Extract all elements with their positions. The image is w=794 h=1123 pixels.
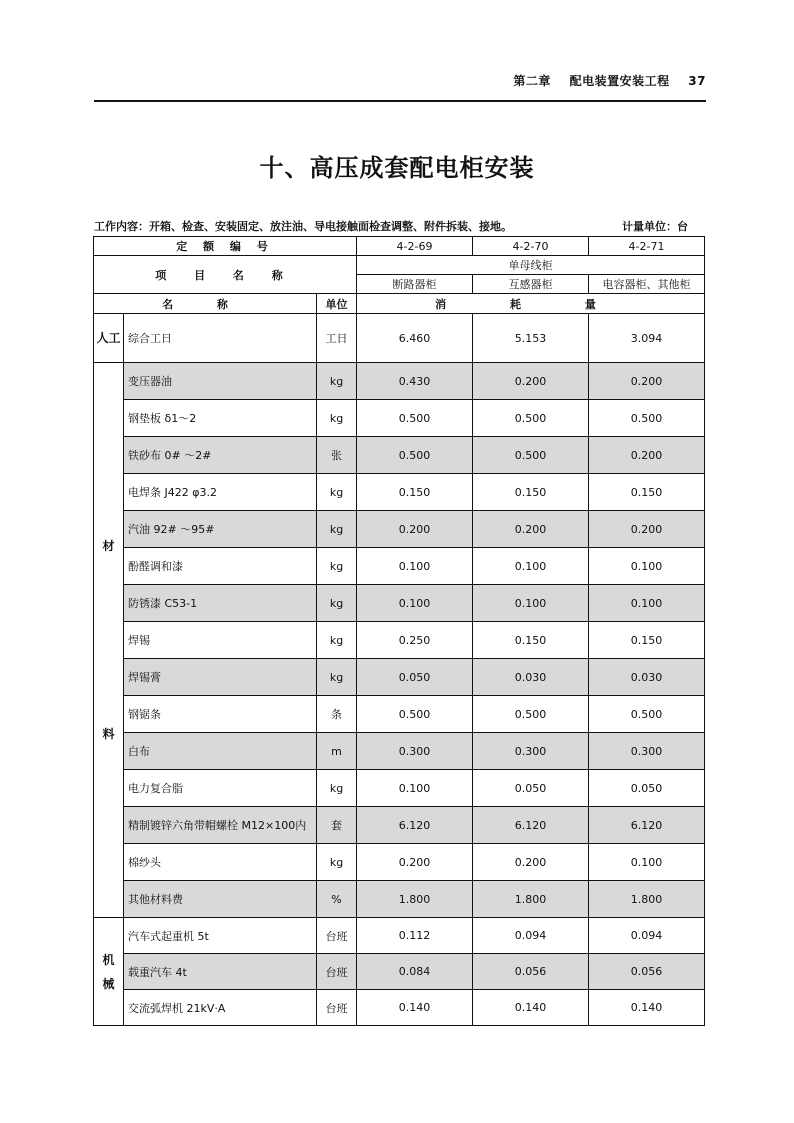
item-value: 0.140 bbox=[589, 990, 705, 1026]
item-name: 变压器油 bbox=[124, 363, 317, 400]
subitem: 断路器柜 bbox=[357, 275, 473, 294]
quota-code-row bbox=[94, 237, 705, 256]
material-row bbox=[94, 548, 705, 585]
item-name: 铁砂布 0# ～2# bbox=[124, 437, 317, 474]
item-name-label: 项 目 名 称 bbox=[94, 256, 357, 294]
item-value: 0.430 bbox=[357, 363, 473, 400]
material-row bbox=[94, 659, 705, 696]
material-row bbox=[94, 437, 705, 474]
subitem: 电容器柜、其他柜 bbox=[589, 275, 705, 294]
item-value: 0.050 bbox=[357, 659, 473, 696]
item-value: 0.100 bbox=[589, 585, 705, 622]
item-unit: 条 bbox=[317, 696, 357, 733]
item-value: 0.500 bbox=[473, 696, 589, 733]
item-value: 0.500 bbox=[589, 400, 705, 437]
item-name: 钢锯条 bbox=[124, 696, 317, 733]
item-name: 综合工日 bbox=[124, 314, 317, 363]
item-value: 0.200 bbox=[357, 511, 473, 548]
measurement-unit: 计量单位：台 bbox=[622, 220, 688, 233]
item-value: 0.200 bbox=[473, 511, 589, 548]
item-value: 3.094 bbox=[589, 314, 705, 363]
quota-code: 4-2-71 bbox=[589, 237, 705, 256]
item-value: 0.100 bbox=[589, 844, 705, 881]
group-row bbox=[94, 256, 705, 275]
item-unit: 台班 bbox=[317, 990, 357, 1026]
item-value: 0.050 bbox=[473, 770, 589, 807]
category-labor: 人工 bbox=[94, 314, 124, 363]
material-row bbox=[94, 622, 705, 659]
quota-code: 4-2-70 bbox=[473, 237, 589, 256]
item-value: 0.200 bbox=[473, 363, 589, 400]
item-unit: kg bbox=[317, 548, 357, 585]
item-name: 焊锡膏 bbox=[124, 659, 317, 696]
item-value: 6.120 bbox=[589, 807, 705, 844]
item-value: 0.094 bbox=[473, 918, 589, 954]
material-row bbox=[94, 881, 705, 918]
item-unit: 台班 bbox=[317, 918, 357, 954]
category-material bbox=[94, 363, 124, 918]
material-row bbox=[94, 363, 705, 400]
item-name: 棉纱头 bbox=[124, 844, 317, 881]
material-row bbox=[94, 770, 705, 807]
item-value: 0.200 bbox=[589, 437, 705, 474]
item-value: 0.300 bbox=[589, 733, 705, 770]
item-value: 0.030 bbox=[473, 659, 589, 696]
column-header-row bbox=[94, 294, 705, 314]
material-row bbox=[94, 733, 705, 770]
item-name: 电焊条 J422 φ3.2 bbox=[124, 474, 317, 511]
item-value: 0.100 bbox=[589, 548, 705, 585]
item-unit: kg bbox=[317, 585, 357, 622]
item-value: 0.500 bbox=[473, 400, 589, 437]
item-name: 精制镀锌六角带帽螺栓 M12×100内 bbox=[124, 807, 317, 844]
item-value: 0.150 bbox=[473, 622, 589, 659]
item-name: 酚醛调和漆 bbox=[124, 548, 317, 585]
subitem: 互感器柜 bbox=[473, 275, 589, 294]
item-name: 电力复合脂 bbox=[124, 770, 317, 807]
item-value: 0.500 bbox=[357, 400, 473, 437]
material-row bbox=[94, 844, 705, 881]
item-value: 0.200 bbox=[473, 844, 589, 881]
item-name: 钢垫板 δ1～2 bbox=[124, 400, 317, 437]
item-name: 汽油 92# ～95# bbox=[124, 511, 317, 548]
category-material-char: 材 bbox=[102, 539, 115, 553]
material-row bbox=[94, 511, 705, 548]
item-unit: kg bbox=[317, 474, 357, 511]
item-value: 0.300 bbox=[357, 733, 473, 770]
item-value: 0.112 bbox=[357, 918, 473, 954]
item-unit: kg bbox=[317, 844, 357, 881]
material-row bbox=[94, 474, 705, 511]
item-value: 1.800 bbox=[473, 881, 589, 918]
item-value: 6.120 bbox=[473, 807, 589, 844]
item-value: 6.460 bbox=[357, 314, 473, 363]
unit-column-header: 单位 bbox=[317, 294, 357, 314]
item-name: 载重汽车 4t bbox=[124, 954, 317, 990]
item-value: 6.120 bbox=[357, 807, 473, 844]
item-value: 0.056 bbox=[589, 954, 705, 990]
item-value: 0.100 bbox=[357, 770, 473, 807]
quota-code: 4-2-69 bbox=[357, 237, 473, 256]
item-value: 0.100 bbox=[473, 585, 589, 622]
item-unit: 工日 bbox=[317, 314, 357, 363]
item-value: 0.084 bbox=[357, 954, 473, 990]
item-unit: kg bbox=[317, 363, 357, 400]
item-unit: 张 bbox=[317, 437, 357, 474]
item-name: 汽车式起重机 5t bbox=[124, 918, 317, 954]
item-value: 0.150 bbox=[589, 474, 705, 511]
item-name: 焊锡 bbox=[124, 622, 317, 659]
item-value: 0.100 bbox=[357, 585, 473, 622]
item-unit: 台班 bbox=[317, 954, 357, 990]
quota-table bbox=[93, 236, 705, 1026]
header-rule bbox=[94, 100, 706, 102]
item-value: 0.500 bbox=[473, 437, 589, 474]
item-unit: m bbox=[317, 733, 357, 770]
item-value: 0.300 bbox=[473, 733, 589, 770]
item-value: 0.500 bbox=[357, 696, 473, 733]
category-machine-char: 机 bbox=[102, 952, 115, 967]
category-machine-char: 械 bbox=[102, 976, 115, 991]
item-value: 0.200 bbox=[589, 363, 705, 400]
item-value: 0.050 bbox=[589, 770, 705, 807]
material-row bbox=[94, 807, 705, 844]
consumption-column-header: 消 耗 量 bbox=[357, 294, 705, 314]
item-value: 0.140 bbox=[473, 990, 589, 1026]
page-title: 十、高压成套配电柜安装 bbox=[259, 154, 535, 182]
item-unit: kg bbox=[317, 770, 357, 807]
labor-row bbox=[94, 314, 705, 363]
item-unit: kg bbox=[317, 659, 357, 696]
item-value: 0.150 bbox=[589, 622, 705, 659]
group-label: 单母线柜 bbox=[357, 256, 705, 275]
item-name: 其他材料费 bbox=[124, 881, 317, 918]
item-value: 0.200 bbox=[357, 844, 473, 881]
item-unit: kg bbox=[317, 511, 357, 548]
item-value: 1.800 bbox=[357, 881, 473, 918]
name-column-header: 名 称 bbox=[94, 294, 317, 314]
work-content-line bbox=[94, 218, 706, 234]
chapter-label: 第二章 bbox=[513, 74, 551, 88]
item-value: 0.150 bbox=[357, 474, 473, 511]
category-machine bbox=[94, 918, 124, 1026]
item-value: 5.153 bbox=[473, 314, 589, 363]
item-value: 0.140 bbox=[357, 990, 473, 1026]
running-header bbox=[94, 72, 706, 89]
machine-row bbox=[94, 990, 705, 1026]
item-name: 交流弧焊机 21kV·A bbox=[124, 990, 317, 1026]
machine-row bbox=[94, 954, 705, 990]
item-name: 白布 bbox=[124, 733, 317, 770]
item-value: 0.100 bbox=[357, 548, 473, 585]
item-unit: kg bbox=[317, 622, 357, 659]
page-number: 37 bbox=[688, 74, 706, 88]
section-label: 配电装置安装工程 bbox=[569, 74, 670, 88]
item-unit: kg bbox=[317, 400, 357, 437]
material-row bbox=[94, 696, 705, 733]
item-value: 0.250 bbox=[357, 622, 473, 659]
item-value: 0.500 bbox=[357, 437, 473, 474]
item-value: 0.500 bbox=[589, 696, 705, 733]
item-unit: 套 bbox=[317, 807, 357, 844]
item-value: 0.094 bbox=[589, 918, 705, 954]
item-value: 0.200 bbox=[589, 511, 705, 548]
item-value: 0.056 bbox=[473, 954, 589, 990]
item-value: 0.100 bbox=[473, 548, 589, 585]
item-name: 防锈漆 C53-1 bbox=[124, 585, 317, 622]
item-unit: % bbox=[317, 881, 357, 918]
item-value: 1.800 bbox=[589, 881, 705, 918]
material-row bbox=[94, 400, 705, 437]
item-value: 0.150 bbox=[473, 474, 589, 511]
work-content: 工作内容：开箱、检查、安装固定、放注油、导电接触面检查调整、附件拆装、接地。 bbox=[94, 220, 512, 233]
material-row bbox=[94, 585, 705, 622]
machine-row bbox=[94, 918, 705, 954]
item-value: 0.030 bbox=[589, 659, 705, 696]
category-material-char: 料 bbox=[102, 727, 115, 741]
quota-no-label: 定 额 编 号 bbox=[94, 237, 357, 256]
